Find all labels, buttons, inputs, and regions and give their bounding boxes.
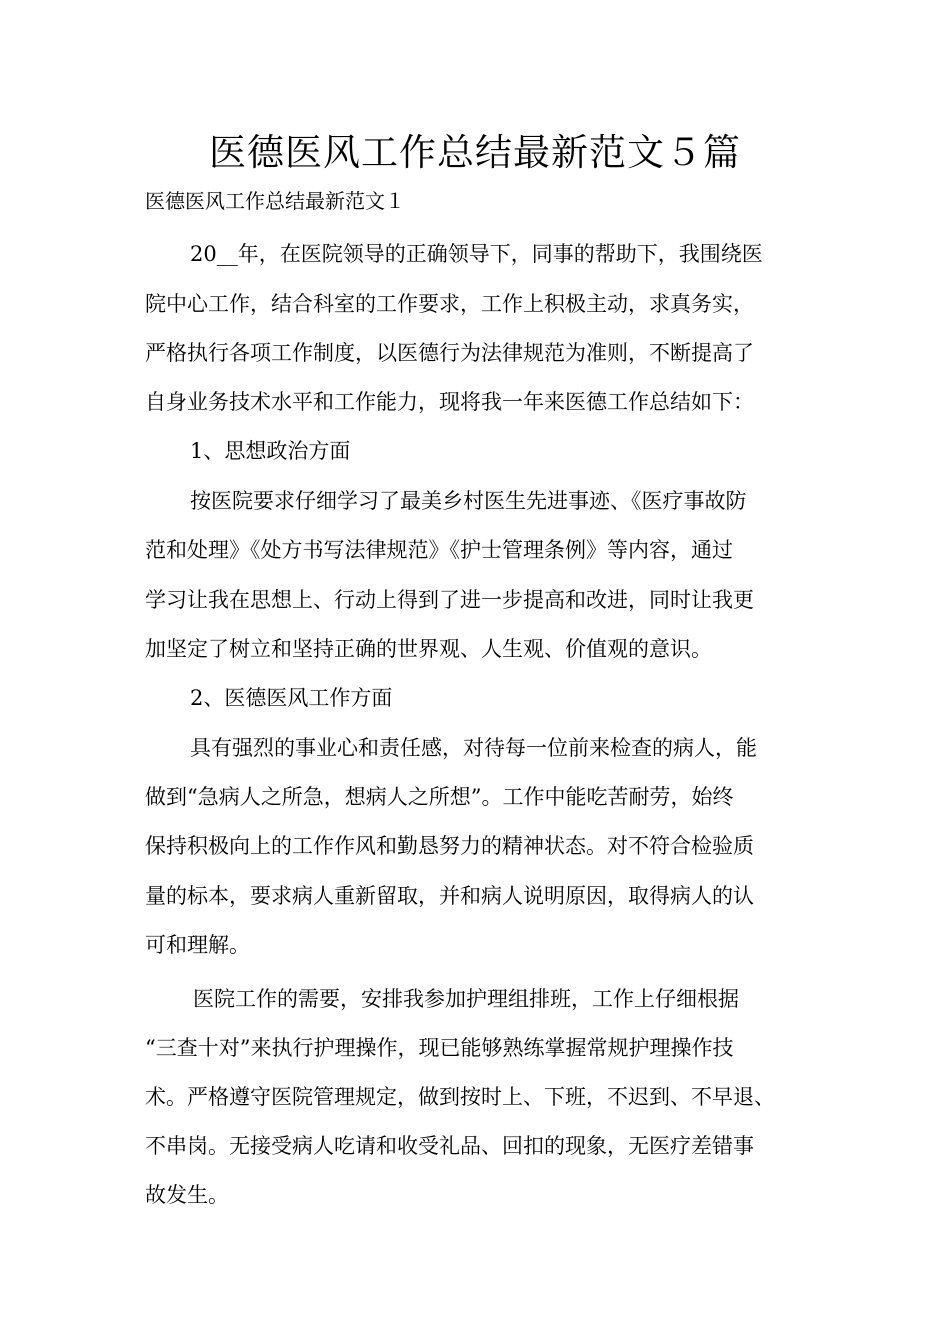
document-subtitle: 医德医风工作总结最新范文１ (145, 189, 405, 213)
paragraph-line: 严格执行各项工作制度，以医德行为法律规范为准则，不断提高了 (145, 341, 754, 365)
section-heading: 2、医德医风工作方面 (190, 686, 393, 710)
paragraph-line: “三查十对”来执行护理操作，现已能够熟练掌握常规护理操作技 (145, 1036, 734, 1060)
paragraph-line: 20__年，在医院领导的正确领导下，同事的帮助下，我围绕医 (190, 242, 763, 266)
paragraph-line: 按医院要求仔细学习了最美乡村医生先进事迹、《医疗事故防 (190, 489, 747, 513)
paragraph-line: 量的标本，要求病人重新留取，并和病人说明原因，取得病人的认 (145, 884, 754, 908)
paragraph-line: 做到“急病人之所急，想病人之所想”。工作中能吃苦耐劳，始终 (145, 785, 734, 809)
paragraph-line: 加坚定了树立和坚持正确的世界观、人生观、价值观的意识。 (145, 637, 712, 661)
paragraph-line: 自身业务技术水平和工作能力，现将我一年来医德工作总结如下： (145, 390, 754, 414)
paragraph-line: 具有强烈的事业心和责任感，对待每一位前来检查的病人，能 (190, 736, 757, 760)
paragraph-line: 范和处理》《处方书写法律规范》《护士管理条例》等内容，通过 (145, 538, 733, 562)
paragraph-line: 学习让我在思想上、行动上得到了进一步提高和改进，同时让我更 (145, 588, 754, 612)
paragraph-line: 保持积极向上的工作作风和勤恳努力的精神状态。对不符合检验质 (145, 834, 754, 858)
section-heading: 1、思想政治方面 (190, 439, 351, 463)
paragraph-line: 医院工作的需要，安排我参加护理组排班，工作上仔细根据 (193, 987, 739, 1011)
paragraph-line: 故发生。 (145, 1183, 229, 1207)
paragraph-line: 不串岗。无接受病人吃请和收受礼品、回扣的现象，无医疗差错事 (145, 1134, 754, 1158)
paragraph-line: 院中心工作，结合科室的工作要求，工作上积极主动，求真务实， (145, 292, 754, 316)
paragraph-line: 可和理解。 (145, 933, 250, 957)
document-title: 医德医风工作总结最新范文５篇 (209, 131, 741, 174)
paragraph-line: 术。严格遵守医院管理规定，做到按时上、下班，不迟到、不早退、 (145, 1085, 775, 1109)
